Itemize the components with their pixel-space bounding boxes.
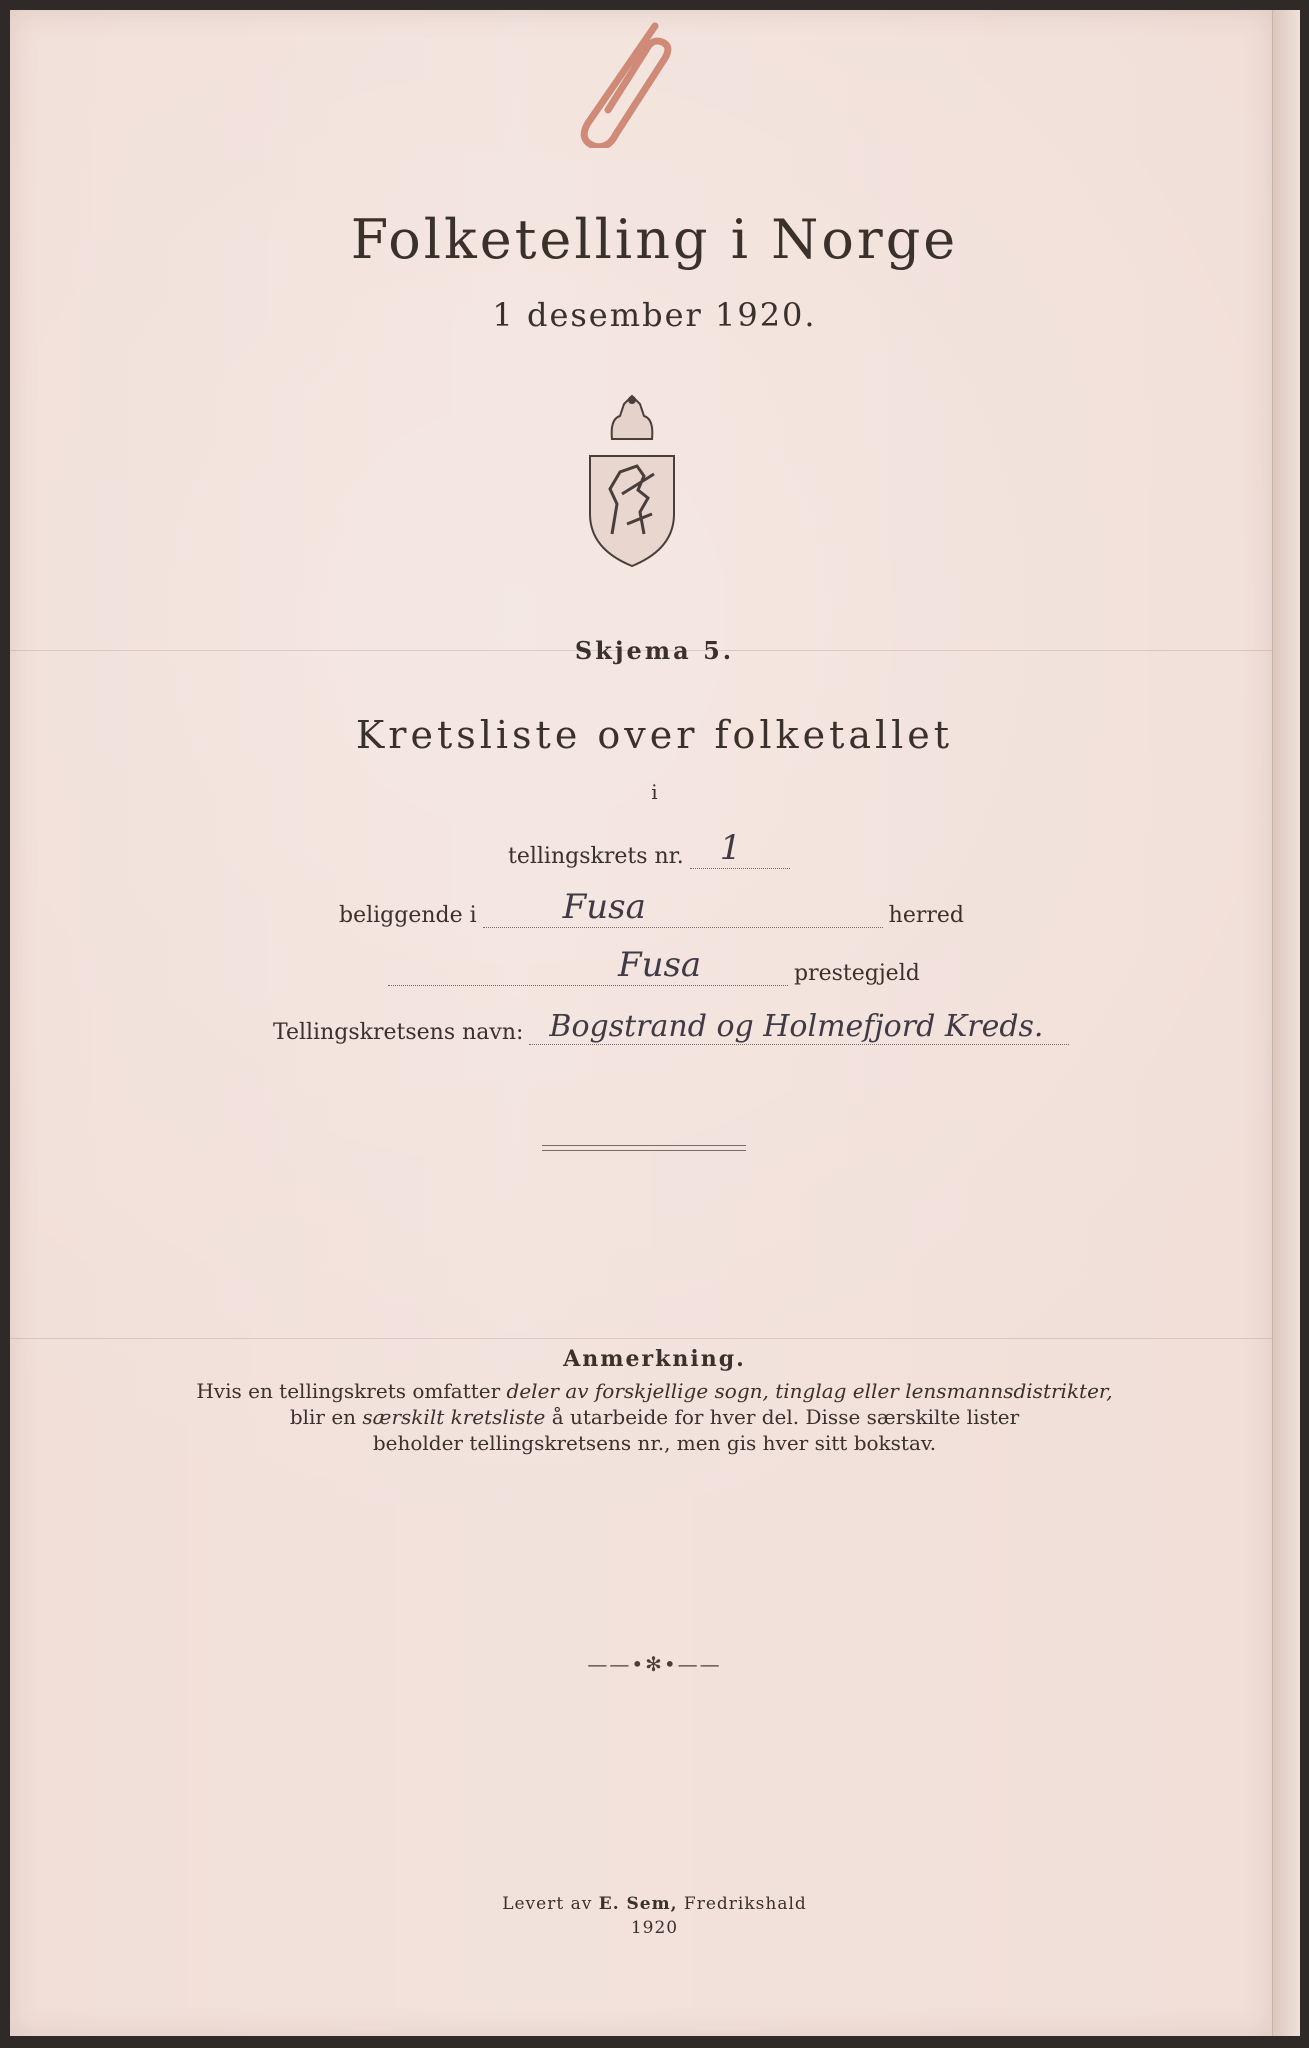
norwegian-coat-of-arms-icon [582, 394, 682, 569]
prestegjeld-field [388, 945, 788, 986]
district-number-row [508, 828, 796, 869]
district-name-value: Bogstrand og Holmefjord Kreds. [549, 1009, 1044, 1044]
prestegjeld-row [382, 945, 920, 986]
located-label: beliggende i [339, 903, 477, 928]
printer-line [0, 1892, 1309, 1916]
note-line-1-text: Hvis en tellingskrets omfatter [196, 1379, 507, 1403]
paperclip-icon [560, 18, 680, 148]
printer-credit [0, 1892, 1309, 1940]
printer-prefix: Levert av [502, 1894, 599, 1914]
list-title: Kretsliste over folketallet [355, 713, 954, 757]
fold-line [10, 1338, 1272, 1339]
herred-label: herred [888, 903, 964, 928]
divider-rule [542, 1145, 746, 1151]
district-name-label: Tellingskretsens navn: [273, 1020, 524, 1045]
ornament-divider: ——•✻•—— [587, 1652, 722, 1676]
printer-place: Fredrikshald [677, 1894, 807, 1914]
district-name-row [273, 1010, 1075, 1045]
herred-value: Fusa [562, 887, 646, 927]
schema-number: Skjema 5. [574, 636, 735, 665]
note-line-2-text: blir en [289, 1405, 363, 1429]
census-date: 1 desember 1920. [492, 296, 817, 334]
herred-field [483, 887, 883, 928]
district-name-field [529, 1010, 1069, 1045]
note-line-2-rest: å utarbeide for hver del. Disse særskilte lister [545, 1405, 1020, 1429]
note-line-1 [0, 1378, 1309, 1404]
page-title: Folketelling i Norge [350, 208, 959, 271]
district-number-field [690, 828, 790, 869]
note-line-2-emphasis: særskilt kretsliste [362, 1405, 546, 1429]
printer-year: 1920 [630, 1918, 679, 1938]
prestegjeld-value: Fusa [618, 945, 702, 985]
district-number-value: 1 [719, 828, 742, 868]
note-heading: Anmerkning. [563, 1346, 746, 1372]
prestegjeld-label: prestegjeld [794, 961, 920, 986]
connector-text: i [651, 780, 658, 804]
note-line-3: beholder tellingskretsens nr., men gis hver sitt bokstav. [372, 1431, 937, 1455]
herred-row [339, 887, 964, 928]
note-line-1-emphasis: deler av forskjellige sogn, tinglag eller lensmannsdistrikter, [506, 1379, 1113, 1403]
printer-name: E. Sem, [598, 1894, 678, 1914]
district-number-label: tellingskrets nr. [508, 844, 684, 869]
note-text [0, 1378, 1309, 1456]
note-line-2 [0, 1404, 1309, 1430]
